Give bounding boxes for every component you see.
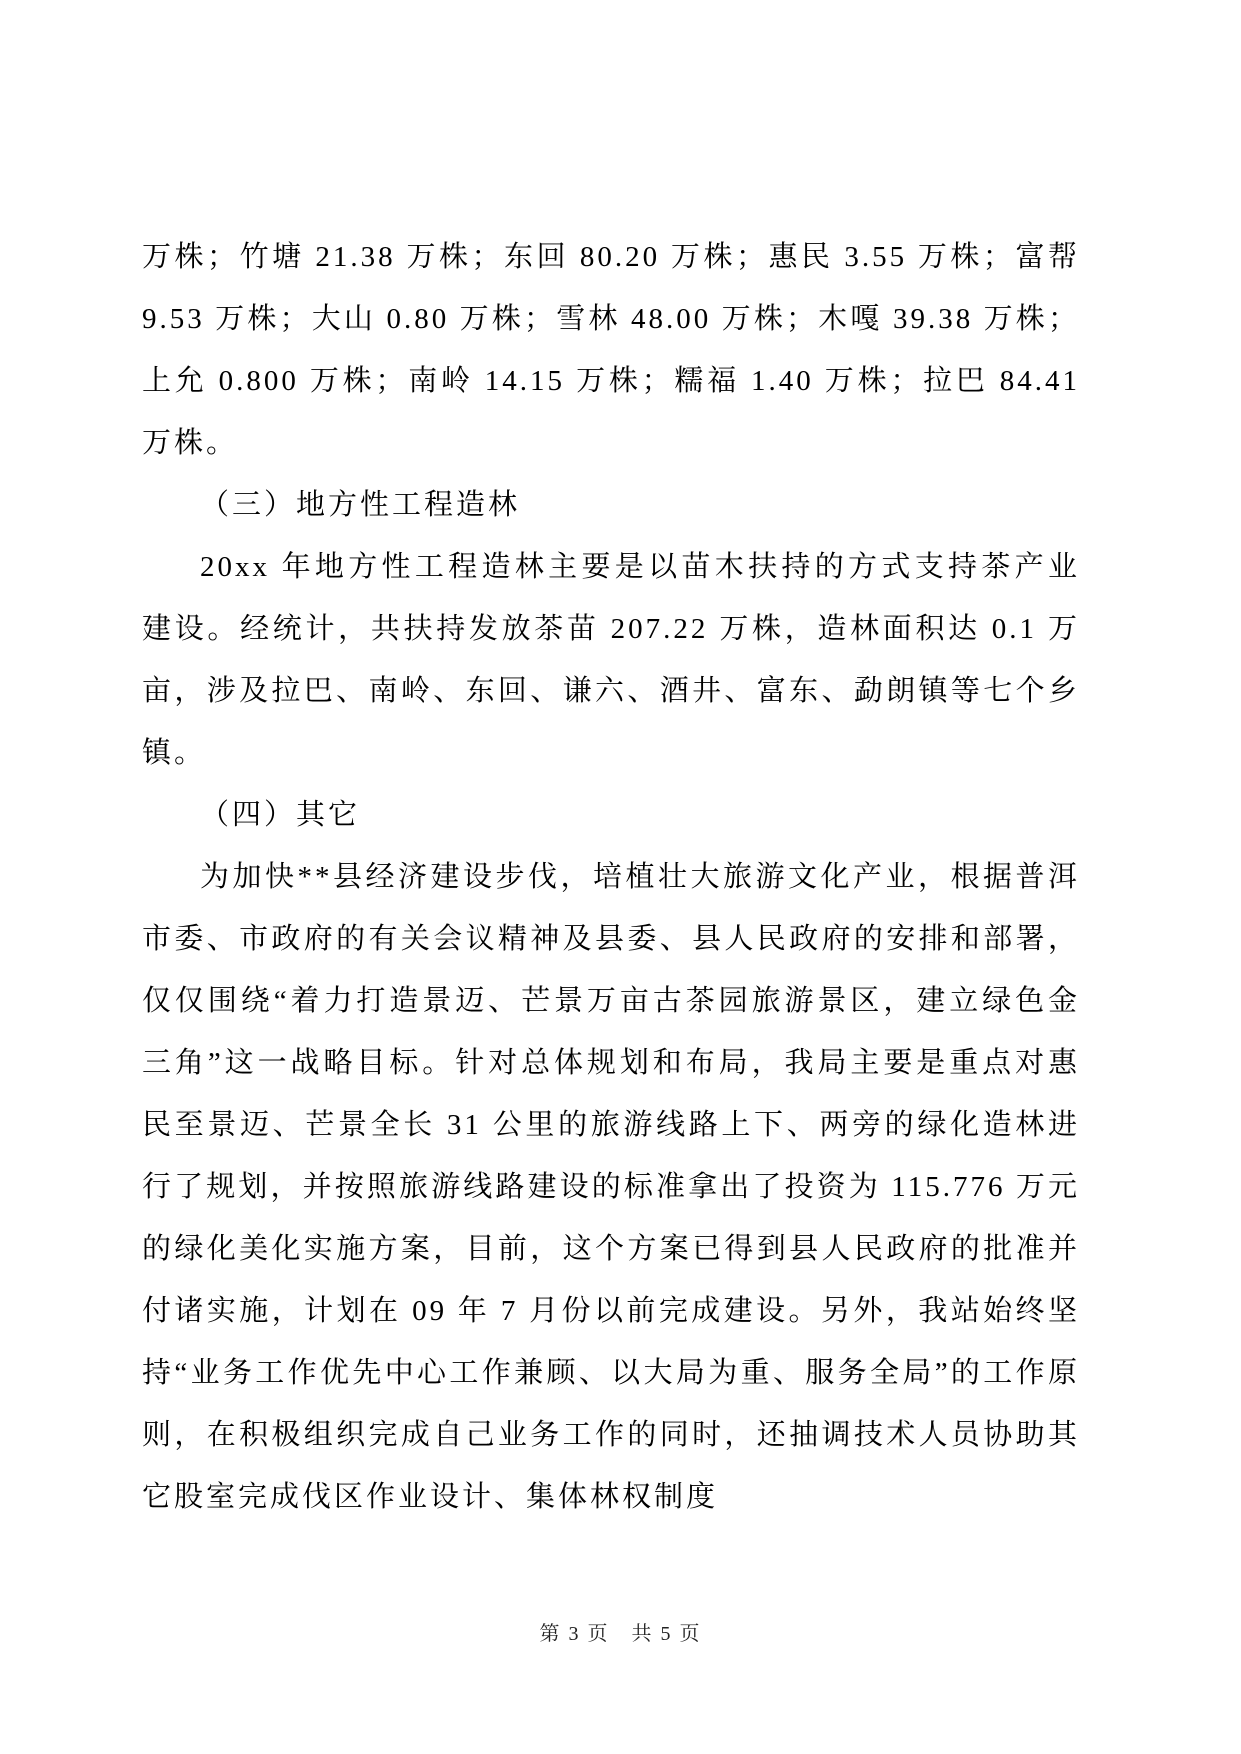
document-body — [142, 226, 1080, 1528]
paragraph-local-engineering-afforestation: 20xx 年地方性工程造林主要是以苗木扶持的方式支持茶产业建设。经统计，共扶持发放茶苗 207.22 万株，造林面积达 0.1 万亩，涉及拉巴、南岭、东回、谦六、酒井、富东、勐朗镇等七个乡镇。 — [142, 551, 1080, 769]
page-number-label: 第 3 页 共 5 页 — [539, 1623, 702, 1645]
page-footer — [0, 1621, 1241, 1647]
paragraph-seedling-statistics: 万株；竹塘 21.38 万株；东回 80.20 万株；惠民 3.55 万株；富帮 9.53 万株；大山 0.80 万株；雪林 48.00 万株；木嘎 39.38 万株；上允 0.800 万株；南岭 14.15 万株；糯福 1.40 万株；拉巴 84.41 万株。 — [142, 241, 1080, 459]
section-heading-other: （四）其它 — [200, 799, 361, 831]
paragraph-tourism-greening-plan: 为加快**县经济建设步伐，培植壮大旅游文化产业，根据普洱市委、市政府的有关会议精神及县委、县人民政府的安排和部署，仅仅围绕“着力打造景迈、芒景万亩古茶园旅游景区，建立绿色金三角”这一战略目标。针对总体规划和布局，我局主要是重点对惠民至景迈、芒景全长 31 公里的旅游线路上下、两旁的绿化造林进行了规划，并按照旅游线路建设的标准拿出了投资为 115.776 万元的绿化美化实施方案，目前，这个方案已得到县人民政府的批准并付诸实施，计划在 09 年 7 月份以前完成建设。另外，我站始终坚持“业务工作优先中心工作兼顾、以大局为重、服务全局”的工作原则，在积极组织完成自己业务工作的同时，还抽调技术人员协助其它股室完成伐区作业设计、集体林权制度 — [142, 861, 1080, 1513]
section-heading-local-engineering-afforestation: （三）地方性工程造林 — [200, 489, 521, 521]
